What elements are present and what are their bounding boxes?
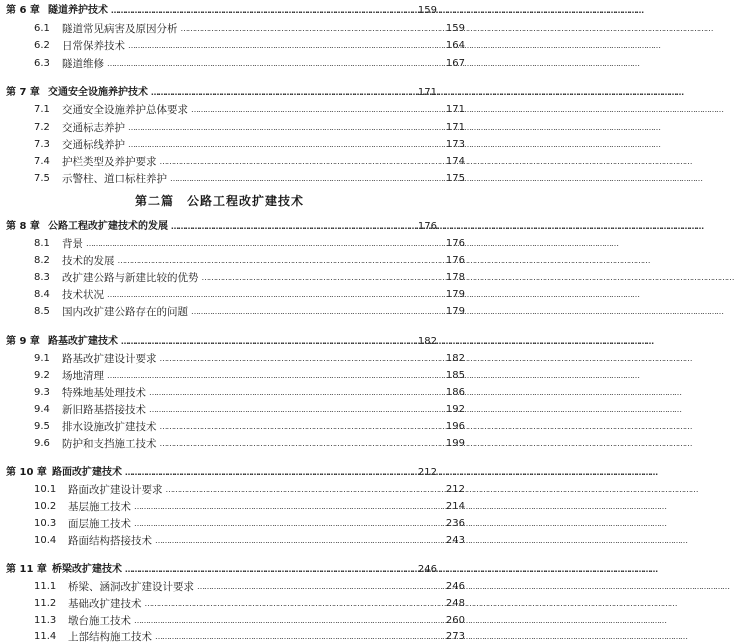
section-number: 9.6 bbox=[34, 438, 50, 449]
toc-section-11-1[interactable] bbox=[0, 578, 473, 594]
section-number: 7.2 bbox=[34, 122, 50, 133]
dot-leader bbox=[160, 155, 435, 169]
toc-section-9-1[interactable] bbox=[0, 350, 473, 366]
section-number: 6.2 bbox=[34, 40, 50, 51]
section-number: 8.1 bbox=[34, 238, 50, 249]
dot-leader bbox=[145, 597, 435, 611]
page-number: 178 bbox=[445, 272, 465, 283]
dot-leader bbox=[166, 483, 435, 497]
chapter-title: 路基改扩建技术 bbox=[48, 336, 118, 347]
section-title: 隧道常见病害及原因分析 bbox=[62, 23, 178, 35]
section-title: 交通安全设施养护总体要求 bbox=[62, 104, 188, 116]
part-heading: 第二篇 公路工程改扩建技术 bbox=[134, 194, 304, 208]
section-number: 7.3 bbox=[34, 139, 50, 150]
chapter-title: 交通安全设施养护技术 bbox=[48, 87, 148, 98]
dot-leader bbox=[149, 403, 434, 417]
page-number: 167 bbox=[445, 58, 465, 69]
toc-section-10-3[interactable] bbox=[0, 515, 473, 531]
page-number: 236 bbox=[445, 518, 465, 529]
toc-section-8-2[interactable] bbox=[0, 252, 473, 268]
toc-section-8-3[interactable] bbox=[0, 269, 473, 285]
section-title: 基层施工技术 bbox=[68, 501, 131, 513]
dot-leader bbox=[160, 352, 435, 366]
dot-leader bbox=[125, 563, 406, 577]
dot-leader bbox=[155, 630, 434, 644]
section-title: 改扩建公路与新建比较的优势 bbox=[62, 272, 199, 284]
toc-section-6-2[interactable] bbox=[0, 37, 473, 53]
dot-leader bbox=[171, 220, 406, 234]
page-number: 159 bbox=[417, 5, 437, 16]
section-title: 路面结构搭接技术 bbox=[68, 535, 152, 547]
section-number: 8.4 bbox=[34, 289, 50, 300]
section-title: 墩台施工技术 bbox=[68, 615, 131, 627]
section-title: 基础改扩建技术 bbox=[68, 598, 142, 610]
dot-leader bbox=[107, 369, 434, 383]
chapter-title: 路面改扩建技术 bbox=[52, 467, 122, 478]
dot-leader bbox=[160, 437, 435, 451]
toc-section-10-2[interactable] bbox=[0, 498, 473, 514]
toc-section-9-6[interactable] bbox=[0, 435, 473, 451]
page-number: 212 bbox=[445, 484, 465, 495]
toc-section-7-3[interactable] bbox=[0, 136, 473, 152]
dot-leader bbox=[155, 534, 434, 548]
toc-section-9-3[interactable] bbox=[0, 384, 473, 400]
toc-section-7-1[interactable] bbox=[0, 101, 473, 117]
dot-leader bbox=[111, 4, 406, 18]
toc-chapter-11[interactable] bbox=[0, 561, 445, 577]
chapter-number: 第 9 章 bbox=[6, 336, 40, 347]
section-number: 7.4 bbox=[34, 156, 50, 167]
section-number: 11.2 bbox=[34, 598, 57, 609]
chapter-number: 第 11 章 bbox=[6, 564, 47, 575]
dot-leader bbox=[125, 466, 406, 480]
section-number: 7.5 bbox=[34, 173, 50, 184]
section-number: 8.3 bbox=[34, 272, 50, 283]
section-title: 护栏类型及养护要求 bbox=[62, 156, 157, 168]
toc-section-7-4[interactable] bbox=[0, 153, 473, 169]
page-number: 171 bbox=[445, 104, 465, 115]
toc-section-6-1[interactable] bbox=[0, 20, 473, 36]
section-title: 技术状况 bbox=[62, 289, 104, 301]
dot-leader bbox=[107, 57, 434, 71]
page-number: 173 bbox=[445, 139, 465, 150]
toc-section-8-5[interactable] bbox=[0, 303, 473, 319]
section-title: 面层施工技术 bbox=[68, 518, 131, 530]
dot-leader bbox=[128, 138, 434, 152]
section-number: 7.1 bbox=[34, 104, 50, 115]
toc-section-9-2[interactable] bbox=[0, 367, 473, 383]
dot-leader bbox=[134, 517, 434, 531]
section-number: 11.3 bbox=[34, 615, 57, 626]
page-number: 176 bbox=[445, 238, 465, 249]
section-number: 11.4 bbox=[34, 631, 57, 642]
dot-leader bbox=[128, 121, 434, 135]
toc-chapter-10[interactable] bbox=[0, 464, 445, 480]
toc-chapter-9[interactable] bbox=[0, 333, 445, 349]
page-number: 248 bbox=[445, 598, 465, 609]
page-number: 186 bbox=[445, 387, 465, 398]
dot-leader bbox=[128, 39, 434, 53]
section-title: 隧道维修 bbox=[62, 58, 104, 70]
page-number: 179 bbox=[445, 289, 465, 300]
page-number: 243 bbox=[445, 535, 465, 546]
page-number: 176 bbox=[417, 221, 437, 232]
section-number: 10.3 bbox=[34, 518, 57, 529]
dot-leader bbox=[191, 103, 434, 117]
page-number: 171 bbox=[445, 122, 465, 133]
page-number: 214 bbox=[445, 501, 465, 512]
section-number: 10.4 bbox=[34, 535, 57, 546]
chapter-number: 第 7 章 bbox=[6, 87, 40, 98]
page-number: 176 bbox=[445, 255, 465, 266]
page-number: 182 bbox=[445, 353, 465, 364]
page-number: 273 bbox=[445, 631, 465, 642]
section-number: 9.4 bbox=[34, 404, 50, 415]
section-number: 9.1 bbox=[34, 353, 50, 364]
toc-chapter-6[interactable] bbox=[0, 2, 445, 18]
toc-section-11-4[interactable] bbox=[0, 628, 473, 644]
chapter-number: 第 10 章 bbox=[6, 467, 47, 478]
dot-leader bbox=[149, 386, 434, 400]
page-number: 260 bbox=[445, 615, 465, 626]
dot-leader bbox=[170, 172, 434, 186]
section-title: 路面改扩建设计要求 bbox=[68, 484, 163, 496]
page-number: 164 bbox=[445, 40, 465, 51]
page-number: 159 bbox=[445, 23, 465, 34]
section-title: 场地清理 bbox=[62, 370, 104, 382]
chapter-number: 第 6 章 bbox=[6, 5, 40, 16]
page-number: 246 bbox=[417, 564, 437, 575]
section-title: 防护和支挡施工技术 bbox=[62, 438, 157, 450]
toc-section-8-1[interactable] bbox=[0, 235, 473, 251]
toc-section-8-4[interactable] bbox=[0, 286, 473, 302]
section-title: 交通标线养护 bbox=[62, 139, 125, 151]
page-number: 185 bbox=[445, 370, 465, 381]
toc-section-10-4[interactable] bbox=[0, 532, 473, 548]
section-number: 11.1 bbox=[34, 581, 57, 592]
page-number: 175 bbox=[445, 173, 465, 184]
section-title: 特殊地基处理技术 bbox=[62, 387, 146, 399]
toc-section-11-2[interactable] bbox=[0, 595, 473, 611]
section-title: 桥梁、涵洞改扩建设计要求 bbox=[68, 581, 194, 593]
dot-leader bbox=[151, 86, 406, 100]
dot-leader bbox=[118, 254, 435, 268]
dot-leader bbox=[121, 335, 406, 349]
section-number: 10.1 bbox=[34, 484, 57, 495]
toc-section-10-1[interactable] bbox=[0, 481, 473, 497]
page-number: 199 bbox=[445, 438, 465, 449]
dot-leader bbox=[107, 288, 434, 302]
section-number: 9.2 bbox=[34, 370, 50, 381]
page-number: 179 bbox=[445, 306, 465, 317]
section-number: 10.2 bbox=[34, 501, 57, 512]
toc-section-9-4[interactable] bbox=[0, 401, 473, 417]
toc-section-11-3[interactable] bbox=[0, 612, 473, 628]
dot-leader bbox=[191, 305, 434, 319]
toc-chapter-8[interactable] bbox=[0, 218, 445, 234]
section-number: 9.5 bbox=[34, 421, 50, 432]
section-number: 6.1 bbox=[34, 23, 50, 34]
dot-leader bbox=[202, 271, 435, 285]
dot-leader bbox=[160, 420, 435, 434]
page-number: 182 bbox=[417, 336, 437, 347]
toc-chapter-7[interactable] bbox=[0, 84, 445, 100]
section-title: 背景 bbox=[62, 238, 83, 250]
page-number: 212 bbox=[417, 467, 437, 478]
dot-leader bbox=[134, 500, 434, 514]
section-title: 日常保养技术 bbox=[62, 40, 125, 52]
page-number: 171 bbox=[417, 87, 437, 98]
toc-section-9-5[interactable] bbox=[0, 418, 473, 434]
dot-leader bbox=[197, 580, 434, 594]
section-title: 路基改扩建设计要求 bbox=[62, 353, 157, 365]
section-number: 8.5 bbox=[34, 306, 50, 317]
section-number: 9.3 bbox=[34, 387, 50, 398]
section-title: 技术的发展 bbox=[62, 255, 115, 267]
chapter-title: 公路工程改扩建技术的发展 bbox=[48, 221, 168, 232]
toc-section-6-3[interactable] bbox=[0, 55, 473, 71]
section-title: 上部结构施工技术 bbox=[68, 631, 152, 643]
dot-leader bbox=[86, 237, 434, 251]
dot-leader bbox=[181, 22, 435, 36]
toc-section-7-2[interactable] bbox=[0, 119, 473, 135]
chapter-number: 第 8 章 bbox=[6, 221, 40, 232]
section-number: 8.2 bbox=[34, 255, 50, 266]
page-number: 192 bbox=[445, 404, 465, 415]
section-title: 示警柱、道口标柱养护 bbox=[62, 173, 167, 185]
section-title: 新旧路基搭接技术 bbox=[62, 404, 146, 416]
section-title: 排水设施改扩建技术 bbox=[62, 421, 157, 433]
toc-section-7-5[interactable] bbox=[0, 170, 473, 186]
section-number: 6.3 bbox=[34, 58, 50, 69]
chapter-title: 隧道养护技术 bbox=[48, 5, 108, 16]
page-number: 174 bbox=[445, 156, 465, 167]
page-number: 246 bbox=[445, 581, 465, 592]
chapter-title: 桥梁改扩建技术 bbox=[52, 564, 122, 575]
dot-leader bbox=[134, 614, 434, 628]
section-title: 交通标志养护 bbox=[62, 122, 125, 134]
section-title: 国内改扩建公路存在的问题 bbox=[62, 306, 188, 318]
page-number: 196 bbox=[445, 421, 465, 432]
